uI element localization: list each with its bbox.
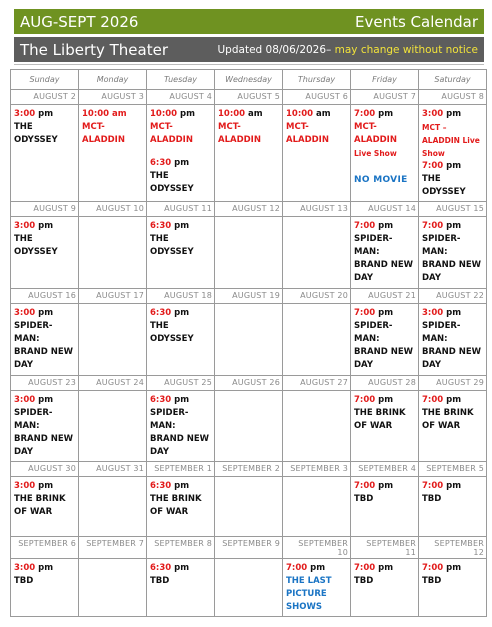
event-time-suffix: pm xyxy=(378,563,394,573)
day-cell[interactable] xyxy=(419,559,487,617)
event-time: 3:00 xyxy=(422,308,444,318)
event-time-suffix: pm xyxy=(174,221,190,231)
event-entry[interactable] xyxy=(354,562,414,588)
date-label: SEPTEMBER 1 xyxy=(147,462,215,477)
event-entry[interactable] xyxy=(150,220,210,259)
day-cell[interactable] xyxy=(283,105,351,202)
subtitle-banner xyxy=(14,37,484,62)
event-entry[interactable] xyxy=(286,562,346,614)
event-entry[interactable] xyxy=(286,108,346,147)
day-cell[interactable] xyxy=(283,304,351,376)
date-label: AUGUST 29 xyxy=(419,376,487,391)
date-label: AUGUST 28 xyxy=(351,376,419,391)
day-cell[interactable] xyxy=(215,217,283,289)
theater-name: The Liberty Theater xyxy=(20,40,169,59)
date-label: AUGUST 4 xyxy=(147,90,215,105)
event-entry[interactable] xyxy=(14,480,74,519)
date-range-title: AUG-SEPT 2026 xyxy=(20,12,139,31)
event-time: 10:00 xyxy=(150,109,178,119)
date-label: AUGUST 31 xyxy=(79,462,147,477)
event-time-suffix: pm xyxy=(180,109,195,119)
event-time-suffix: pm xyxy=(378,308,394,318)
date-label: SEPTEMBER 10 xyxy=(283,537,351,559)
event-time-suffix: pm xyxy=(446,161,462,171)
date-label: AUGUST 10 xyxy=(79,202,147,217)
event-time: 7:00 xyxy=(422,221,444,231)
day-cell[interactable] xyxy=(147,105,215,202)
event-time: 6:30 xyxy=(150,563,172,573)
day-cell[interactable] xyxy=(215,304,283,376)
date-label: SEPTEMBER 6 xyxy=(11,537,79,559)
day-cell[interactable] xyxy=(215,477,283,537)
events-row xyxy=(11,477,487,537)
day-cell[interactable] xyxy=(147,559,215,617)
date-row xyxy=(11,289,487,304)
date-label: AUGUST 15 xyxy=(419,202,487,217)
event-entry[interactable] xyxy=(354,394,414,433)
day-cell[interactable] xyxy=(11,559,79,617)
event-title: THE BRINK OF WAR xyxy=(150,494,202,517)
day-cell[interactable] xyxy=(79,391,147,462)
event-title: SPIDER-MAN: BRAND NEW DAY xyxy=(422,234,482,283)
event-time: 7:00 xyxy=(422,395,444,405)
day-cell[interactable] xyxy=(11,217,79,289)
day-cell[interactable] xyxy=(351,304,419,376)
event-title: THE ODYSSEY xyxy=(150,234,194,257)
event-time: 7:00 xyxy=(422,481,444,491)
day-cell[interactable] xyxy=(283,391,351,462)
event-time: 10:00 xyxy=(218,109,246,119)
weekday-header-thursday: Thursday xyxy=(283,70,351,90)
date-row xyxy=(11,90,487,105)
date-label: AUGUST 20 xyxy=(283,289,351,304)
date-row xyxy=(11,202,487,217)
event-entry[interactable] xyxy=(150,108,210,147)
event-time-suffix: pm xyxy=(378,109,394,119)
date-label: AUGUST 8 xyxy=(419,90,487,105)
event-time-suffix: pm xyxy=(174,308,190,318)
event-time-suffix: pm xyxy=(378,221,394,231)
day-cell[interactable] xyxy=(147,217,215,289)
date-label: SEPTEMBER 9 xyxy=(215,537,283,559)
weekday-header-saturday: Saturday xyxy=(419,70,487,90)
event-time: 7:00 xyxy=(354,395,376,405)
event-time-suffix: am xyxy=(248,109,263,119)
event-title: SPIDER-MAN: BRAND NEW DAY xyxy=(422,321,482,370)
date-label: AUGUST 19 xyxy=(215,289,283,304)
date-label: AUGUST 30 xyxy=(11,462,79,477)
event-time-suffix: pm xyxy=(174,481,190,491)
date-label: AUGUST 5 xyxy=(215,90,283,105)
event-time-suffix: pm xyxy=(38,308,54,318)
day-cell[interactable] xyxy=(283,559,351,617)
date-label: AUGUST 7 xyxy=(351,90,419,105)
event-entry[interactable] xyxy=(422,160,482,199)
event-time: 7:00 xyxy=(354,221,376,231)
event-time: 6:30 xyxy=(150,481,172,491)
event-entry[interactable] xyxy=(218,108,278,147)
day-cell[interactable] xyxy=(215,391,283,462)
day-cell[interactable] xyxy=(79,477,147,537)
event-title: TBD xyxy=(354,576,374,586)
event-time-suffix: pm xyxy=(446,395,462,405)
event-time-suffix: pm xyxy=(38,221,54,231)
event-entry[interactable] xyxy=(150,307,210,346)
date-label: AUGUST 23 xyxy=(11,376,79,391)
event-title: SPIDER-MAN: BRAND NEW DAY xyxy=(14,408,74,457)
event-entry[interactable] xyxy=(14,220,74,259)
event-title: TBD xyxy=(354,494,374,504)
event-time: 10:00 xyxy=(286,109,314,119)
date-label: AUGUST 2 xyxy=(11,90,79,105)
event-time-suffix: pm xyxy=(446,481,462,491)
date-label: SEPTEMBER 12 xyxy=(419,537,487,559)
day-cell[interactable] xyxy=(79,304,147,376)
event-time-suffix: pm xyxy=(446,109,462,119)
event-title: SPIDER-MAN: BRAND NEW DAY xyxy=(14,321,74,370)
event-time: 10:00 xyxy=(82,109,110,119)
day-cell[interactable] xyxy=(147,391,215,462)
event-entry[interactable] xyxy=(422,307,482,372)
event-time: 6:30 xyxy=(150,221,172,231)
date-label: SEPTEMBER 2 xyxy=(215,462,283,477)
date-label: AUGUST 21 xyxy=(351,289,419,304)
day-cell[interactable] xyxy=(215,559,283,617)
event-time-suffix: pm xyxy=(174,395,190,405)
date-label: AUGUST 13 xyxy=(283,202,351,217)
day-cell[interactable] xyxy=(351,391,419,462)
events-row xyxy=(11,304,487,376)
date-label: AUGUST 12 xyxy=(215,202,283,217)
event-time-suffix: am xyxy=(316,109,331,119)
calendar-body xyxy=(11,90,487,617)
event-entry[interactable] xyxy=(422,480,482,506)
day-cell[interactable] xyxy=(11,477,79,537)
weekday-header-monday: Monday xyxy=(79,70,147,90)
day-cell[interactable] xyxy=(419,391,487,462)
event-time-suffix: pm xyxy=(446,308,462,318)
event-title: TBD xyxy=(14,576,34,586)
weekday-header-row xyxy=(11,70,487,90)
event-entry[interactable] xyxy=(354,480,414,506)
event-entry[interactable] xyxy=(150,157,210,196)
date-label: SEPTEMBER 11 xyxy=(351,537,419,559)
event-time: 3:00 xyxy=(14,308,36,318)
date-row xyxy=(11,537,487,559)
day-cell[interactable] xyxy=(419,217,487,289)
day-cell[interactable] xyxy=(79,217,147,289)
event-title: TBD xyxy=(422,576,442,586)
event-entry[interactable] xyxy=(82,108,142,147)
event-time-suffix: pm xyxy=(446,221,462,231)
event-title: THE ODYSSEY xyxy=(14,234,58,257)
day-cell[interactable] xyxy=(11,391,79,462)
event-title: MCT – ALADDIN Live Show xyxy=(422,123,480,158)
events-row xyxy=(11,391,487,462)
date-label: AUGUST 16 xyxy=(11,289,79,304)
event-extra: Live Show xyxy=(354,149,397,158)
date-label: SEPTEMBER 3 xyxy=(283,462,351,477)
event-time-suffix: pm xyxy=(38,563,54,573)
event-title: THE ODYSSEY xyxy=(422,174,466,197)
event-title: THE BRINK OF WAR xyxy=(422,408,474,431)
event-title: MCT-ALADDIN xyxy=(286,122,329,145)
date-label: AUGUST 22 xyxy=(419,289,487,304)
title-banner xyxy=(14,9,484,34)
event-time-suffix: pm xyxy=(38,395,54,405)
day-cell[interactable] xyxy=(351,105,419,202)
event-entry[interactable] xyxy=(14,562,74,588)
event-entry[interactable] xyxy=(14,108,74,147)
event-title: THE BRINK OF WAR xyxy=(354,408,406,431)
day-cell[interactable] xyxy=(351,477,419,537)
day-cell[interactable] xyxy=(11,105,79,202)
event-time: 3:00 xyxy=(14,395,36,405)
event-title: TBD xyxy=(150,576,170,586)
event-entry[interactable] xyxy=(422,220,482,285)
event-entry[interactable] xyxy=(150,480,210,519)
event-entry[interactable] xyxy=(354,220,414,285)
event-title: THE ODYSSEY xyxy=(150,171,194,194)
updated-date: Updated 08/06/2026– xyxy=(217,43,335,56)
event-time: 6:30 xyxy=(150,395,172,405)
date-label: AUGUST 27 xyxy=(283,376,351,391)
date-label: AUGUST 11 xyxy=(147,202,215,217)
event-time-suffix: pm xyxy=(38,481,54,491)
event-time: 7:00 xyxy=(354,481,376,491)
event-entry[interactable] xyxy=(354,307,414,372)
event-title: THE LAST PICTURE SHOWS xyxy=(286,576,332,612)
day-cell[interactable] xyxy=(147,477,215,537)
event-time: 6:30 xyxy=(150,308,172,318)
event-time: 6:30 xyxy=(150,158,172,168)
event-title: MCT-ALADDIN xyxy=(150,122,193,145)
event-time-suffix: pm xyxy=(378,395,394,405)
date-label: SEPTEMBER 7 xyxy=(79,537,147,559)
day-cell[interactable] xyxy=(283,477,351,537)
date-label: SEPTEMBER 8 xyxy=(147,537,215,559)
date-label: AUGUST 9 xyxy=(11,202,79,217)
event-time: 3:00 xyxy=(14,109,36,119)
weekday-header-friday: Friday xyxy=(351,70,419,90)
event-entry[interactable] xyxy=(422,394,482,433)
event-time-suffix: pm xyxy=(174,158,190,168)
weekday-header-wednesday: Wednesday xyxy=(215,70,283,90)
day-cell[interactable] xyxy=(351,559,419,617)
event-entry[interactable] xyxy=(422,108,482,160)
date-label: AUGUST 18 xyxy=(147,289,215,304)
date-row xyxy=(11,462,487,477)
day-cell[interactable] xyxy=(147,304,215,376)
date-label: AUGUST 24 xyxy=(79,376,147,391)
event-time-suffix: pm xyxy=(378,481,394,491)
event-time: 3:00 xyxy=(14,221,36,231)
change-notice: may change without notice xyxy=(334,43,478,56)
event-entry[interactable] xyxy=(354,108,414,160)
day-cell[interactable] xyxy=(283,217,351,289)
event-entry[interactable] xyxy=(14,307,74,372)
event-title: MCT-ALADDIN xyxy=(82,122,125,145)
weekday-header-tuesday: Tuesday xyxy=(147,70,215,90)
day-cell[interactable] xyxy=(79,105,147,202)
event-title: TBD xyxy=(422,494,442,504)
event-title: MCT-ALADDIN xyxy=(354,122,397,145)
event-entry[interactable] xyxy=(14,394,74,459)
event-time: 3:00 xyxy=(422,109,444,119)
date-label: SEPTEMBER 4 xyxy=(351,462,419,477)
day-cell[interactable] xyxy=(419,105,487,202)
events-calendar-title: Events Calendar xyxy=(354,12,478,31)
event-time-suffix: pm xyxy=(310,563,326,573)
date-label: AUGUST 25 xyxy=(147,376,215,391)
day-cell[interactable] xyxy=(419,304,487,376)
event-title: SPIDER-MAN: BRAND NEW DAY xyxy=(354,321,414,370)
event-title: SPIDER-MAN: BRAND NEW DAY xyxy=(150,408,210,457)
event-time-suffix: pm xyxy=(174,563,190,573)
event-time-suffix: pm xyxy=(446,563,462,573)
weekday-header-sunday: Sunday xyxy=(11,70,79,90)
event-entry[interactable] xyxy=(422,562,482,588)
day-cell[interactable] xyxy=(351,217,419,289)
updated-notice xyxy=(218,44,479,56)
event-time-suffix: pm xyxy=(38,109,54,119)
day-cell[interactable] xyxy=(215,105,283,202)
event-time: 7:00 xyxy=(286,563,308,573)
date-label: AUGUST 14 xyxy=(351,202,419,217)
event-time: 3:00 xyxy=(14,481,36,491)
date-label: SEPTEMBER 5 xyxy=(419,462,487,477)
event-entry[interactable] xyxy=(150,394,210,459)
event-title: SPIDER-MAN: BRAND NEW DAY xyxy=(354,234,414,283)
no-movie-note: NO MOVIE xyxy=(354,175,408,185)
event-title: THE ODYSSEY xyxy=(14,122,58,145)
day-cell[interactable] xyxy=(419,477,487,537)
event-title: MCT-ALADDIN xyxy=(218,122,261,145)
event-time-suffix: am xyxy=(112,109,127,119)
events-row xyxy=(11,559,487,617)
date-label: AUGUST 17 xyxy=(79,289,147,304)
event-time: 7:00 xyxy=(422,161,444,171)
date-label: AUGUST 3 xyxy=(79,90,147,105)
event-time: 7:00 xyxy=(354,563,376,573)
event-title: THE ODYSSEY xyxy=(150,321,194,344)
date-label: AUGUST 26 xyxy=(215,376,283,391)
date-label: AUGUST 6 xyxy=(283,90,351,105)
calendar-grid xyxy=(10,69,487,617)
day-cell[interactable] xyxy=(79,559,147,617)
event-title: THE BRINK OF WAR xyxy=(14,494,66,517)
day-cell[interactable] xyxy=(11,304,79,376)
events-row xyxy=(11,217,487,289)
date-row xyxy=(11,376,487,391)
divider xyxy=(14,64,484,65)
event-time: 3:00 xyxy=(14,563,36,573)
event-entry[interactable] xyxy=(150,562,210,588)
event-time: 7:00 xyxy=(354,109,376,119)
event-time: 7:00 xyxy=(422,563,444,573)
event-time: 7:00 xyxy=(354,308,376,318)
events-row xyxy=(11,105,487,202)
